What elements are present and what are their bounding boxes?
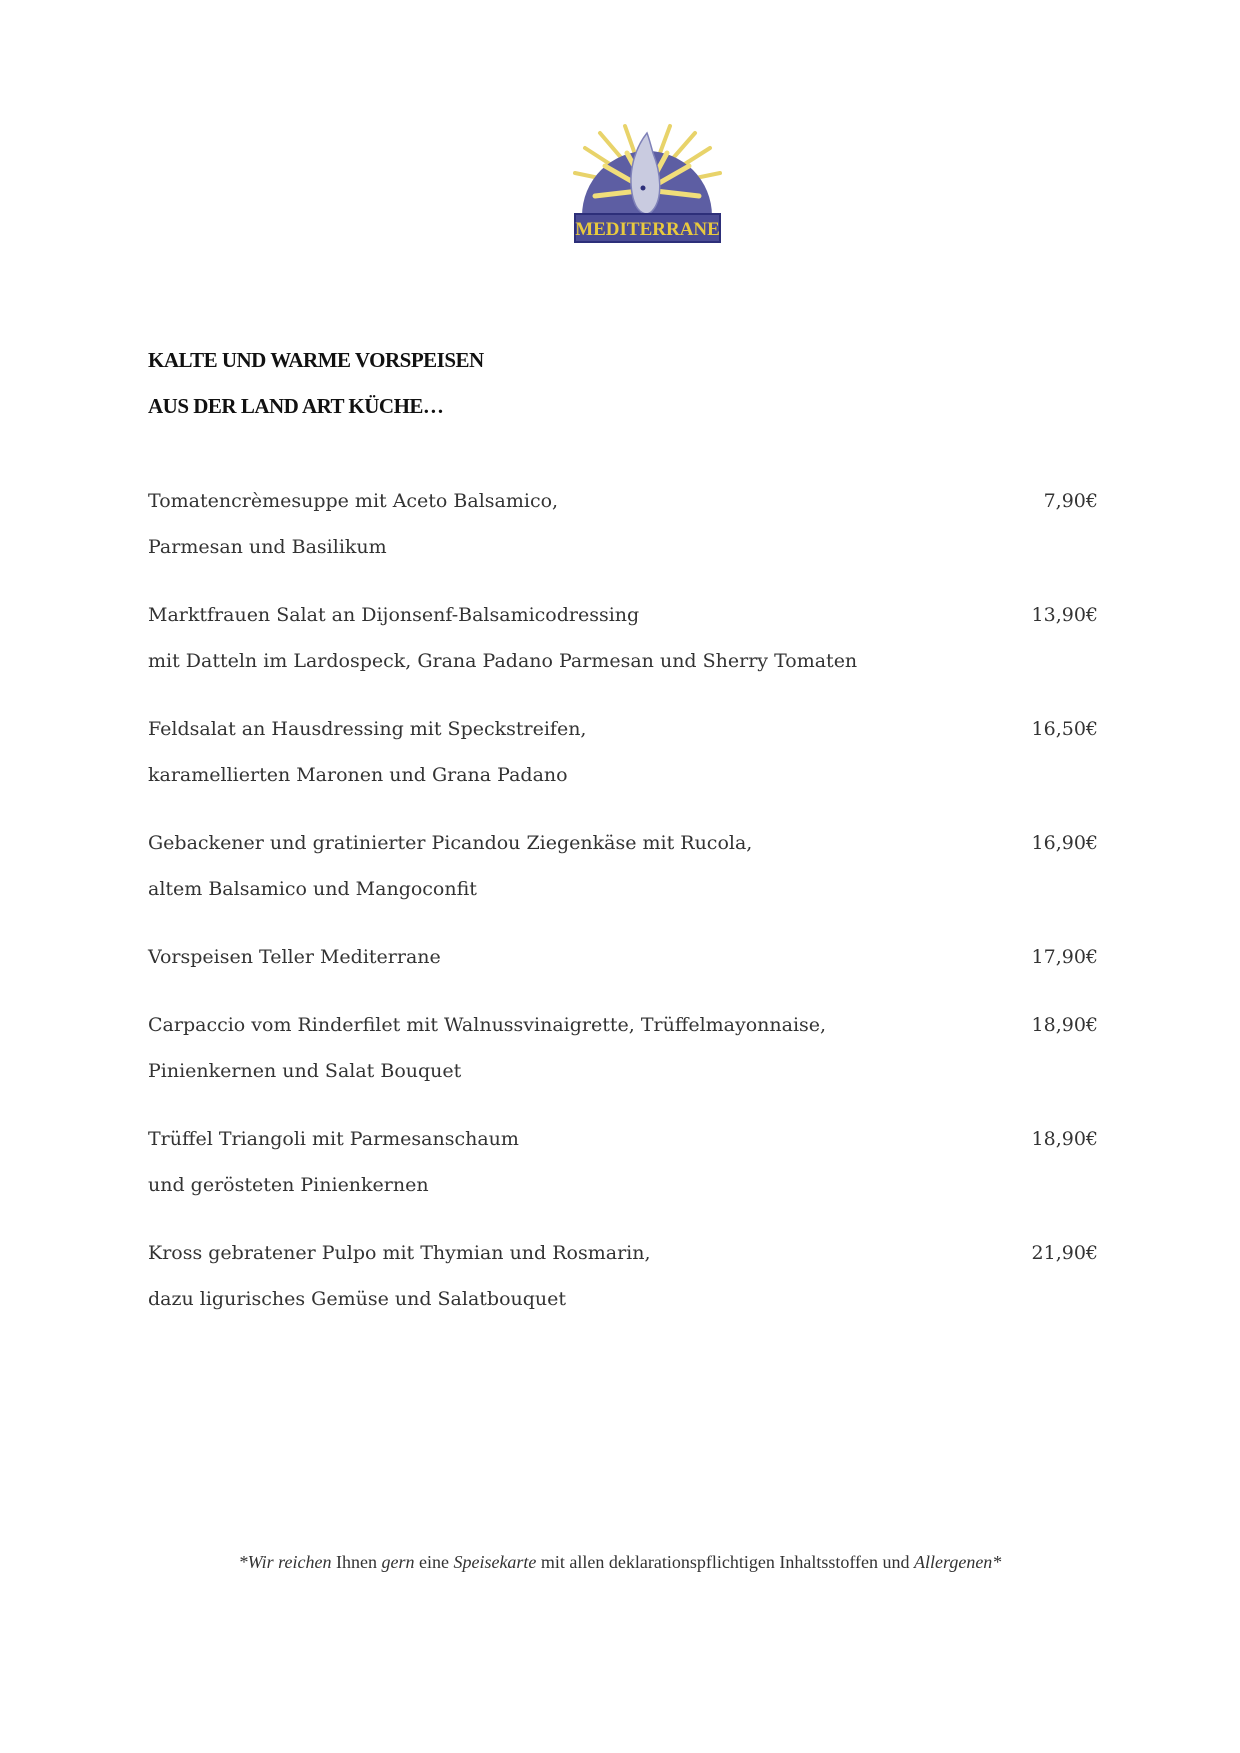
menu-item — [148, 1116, 1098, 1208]
dish-name: Tomatencrèmesuppe mit Aceto Balsamico, — [148, 490, 559, 512]
menu-item — [148, 706, 1098, 798]
menu-item — [148, 934, 1098, 980]
dish-price: 18,90€ — [1031, 1128, 1098, 1150]
dish-name: Kross gebratener Pulpo mit Thymian und Rosmarin, — [148, 1242, 651, 1264]
dish-name: Feldsalat an Hausdressing mit Speckstreifen, — [148, 718, 587, 740]
dish-price: 7,90€ — [1043, 490, 1098, 512]
menu-list — [148, 478, 1098, 1344]
dish-description: Parmesan und Basilikum — [148, 536, 387, 558]
dish-price: 21,90€ — [1031, 1242, 1098, 1264]
dish-description: dazu ligurisches Gemüse und Salatbouquet — [148, 1288, 567, 1310]
dish-name: Vorspeisen Teller Mediterrane — [148, 946, 441, 968]
dish-description: und gerösteten Pinienkernen — [148, 1174, 429, 1196]
section-subheading: AUS DER LAND ART KÜCHE… — [148, 394, 444, 418]
menu-item — [148, 820, 1098, 912]
dish-price: 17,90€ — [1031, 946, 1098, 968]
menu-item — [148, 1002, 1098, 1094]
dish-description: Pinienkernen und Salat Bouquet — [148, 1060, 462, 1082]
dish-description: mit Datteln im Lardospeck, Grana Padano Parmesan und Sherry Tomaten — [148, 650, 858, 672]
restaurant-logo — [565, 118, 730, 248]
dish-description: karamellierten Maronen und Grana Padano — [148, 764, 568, 786]
dish-price: 13,90€ — [1031, 604, 1098, 626]
logo-text: MEDITERRANE — [575, 219, 720, 240]
dish-description: altem Balsamico und Mangoconfit — [148, 878, 477, 900]
menu-item — [148, 1230, 1098, 1322]
dish-name: Marktfrauen Salat an Dijonsenf-Balsamicodressing — [148, 604, 640, 626]
dish-name: Carpaccio vom Rinderfilet mit Walnussvinaigrette, Trüffelmayonnaise, — [148, 1014, 827, 1036]
allergen-footnote: *Wir reichen Ihnen gern eine Speisekarte mit allen deklarationspflichtigen Inhaltsstoffen und Allergenen* — [238, 1552, 1002, 1572]
dish-name: Gebackener und gratinierter Picandou Ziegenkäse mit Rucola, — [148, 832, 753, 854]
dish-price: 16,50€ — [1031, 718, 1098, 740]
dish-price: 18,90€ — [1031, 1014, 1098, 1036]
menu-item — [148, 592, 1098, 684]
section-heading: KALTE UND WARME VORSPEISEN — [148, 348, 484, 372]
dish-name: Trüffel Triangoli mit Parmesanschaum — [148, 1128, 519, 1150]
dish-price: 16,90€ — [1031, 832, 1098, 854]
menu-item — [148, 478, 1098, 570]
logo-graphic — [565, 118, 730, 248]
